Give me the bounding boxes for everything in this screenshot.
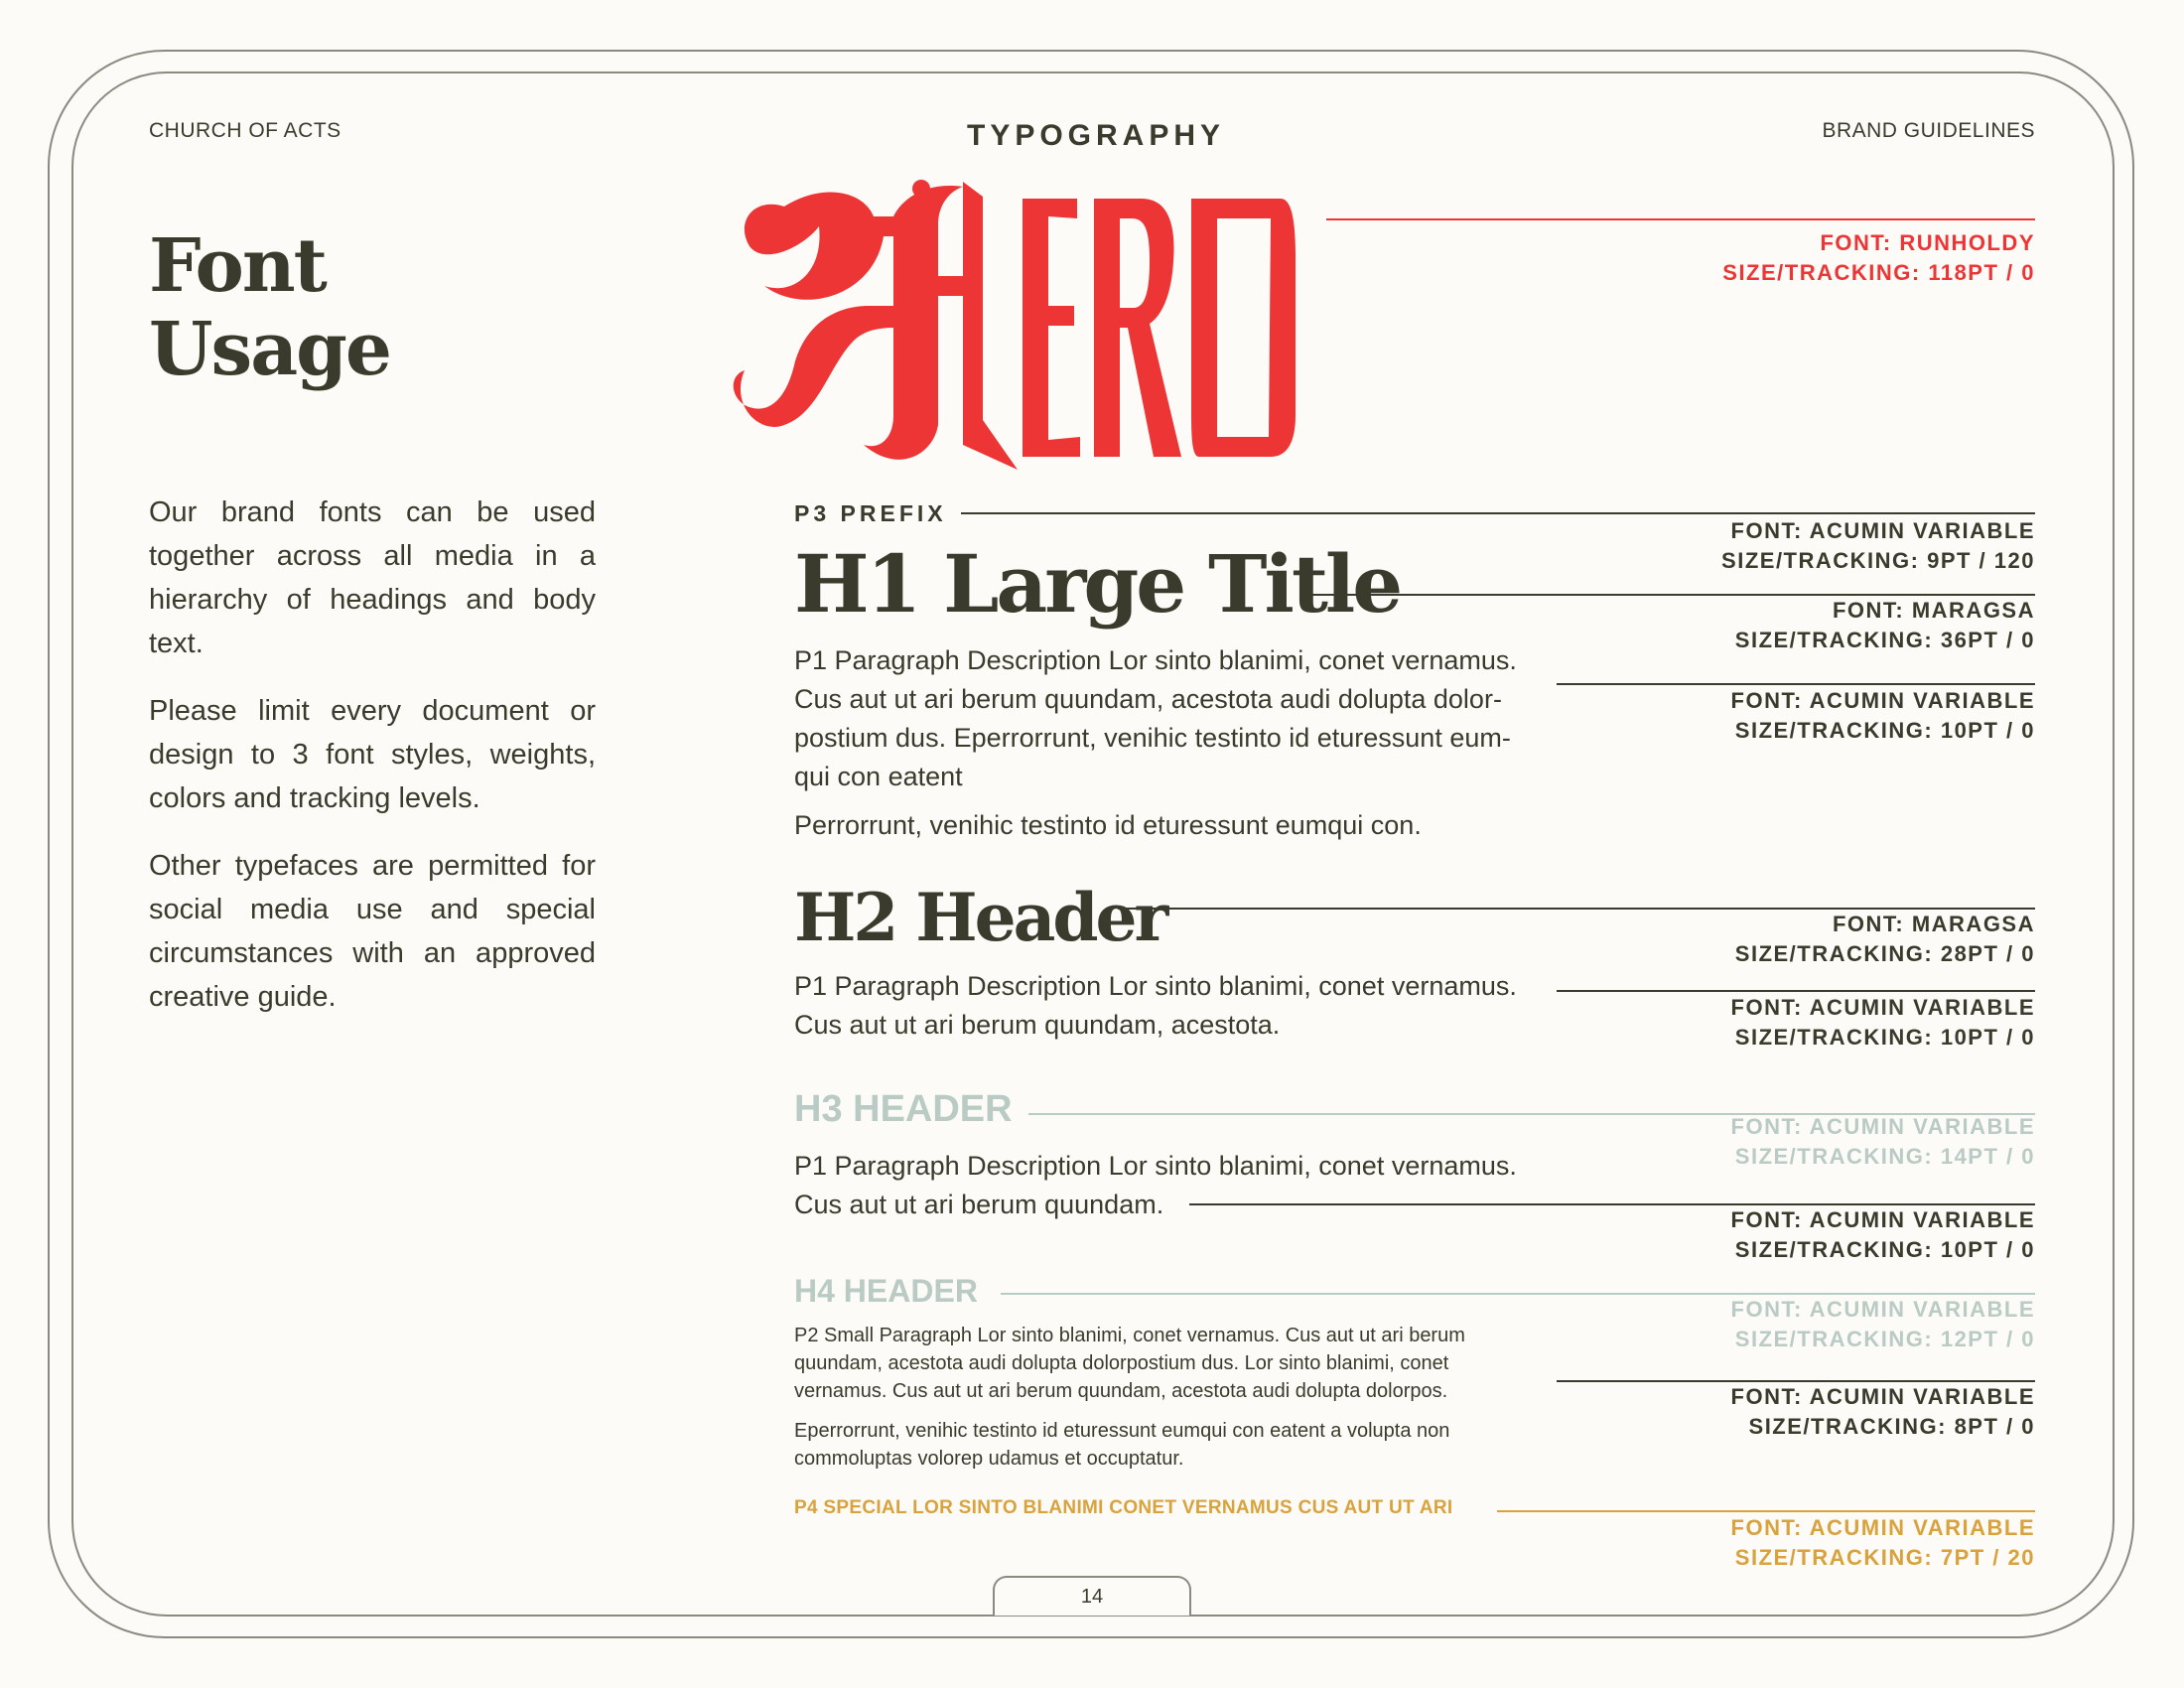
- spec-font: FONT: MARAGSA: [1832, 598, 2035, 623]
- h4-para-spec: [1731, 1382, 2035, 1442]
- spec-size: SIZE/TRACKING: 12PT / 0: [1734, 1327, 2035, 1351]
- para-line: Cus aut ut ari berum quundam.: [794, 1190, 1164, 1219]
- h2-spec: [1735, 910, 2035, 969]
- spec-size: SIZE/TRACKING: 10PT / 0: [1734, 1025, 2035, 1050]
- spec-size: SIZE/TRACKING: 118PT / 0: [1722, 260, 2035, 285]
- spec-size: SIZE/TRACKING: 28PT / 0: [1734, 941, 2035, 966]
- sidebar-intro: [149, 491, 596, 1043]
- h1-para-spec: [1731, 686, 2035, 746]
- h1-spec: [1735, 596, 2035, 655]
- sidebar-title-line1: Font: [149, 223, 326, 309]
- h2-header: H2 Header: [794, 879, 1166, 956]
- h1-large-title: H1 Large Title: [794, 537, 1401, 631]
- spec-font: FONT: ACUMIN VARIABLE: [1730, 1297, 2035, 1322]
- page-number: 14: [1080, 1586, 1104, 1608]
- para-line: P1 Paragraph Description Lor sinto blanimi, conet vernamus.: [794, 971, 1517, 1001]
- hero-spec: [1722, 228, 2035, 288]
- header-center-title: TYPOGRAPHY: [967, 119, 1226, 152]
- h1-para-rule: [1557, 683, 2035, 685]
- spec-font: FONT: ACUMIN VARIABLE: [1730, 1515, 2035, 1540]
- h4-paragraph: P2 Small Paragraph Lor sinto blanimi, conet vernamus. Cus aut ut ari berum quundam, acestota audi dolupta dolorpostium dus. Lor sinto blanimi, conet vernamus. Cus aut ut ari berum quundam, acestota audi dolupta dolorpos.: [794, 1325, 1465, 1402]
- h2-para-rule: [1557, 990, 2035, 992]
- spec-font: FONT: ACUMIN VARIABLE: [1730, 518, 2035, 543]
- header-right: BRAND GUIDELINES: [1822, 119, 2035, 142]
- para-line: postium dus. Eperrorrunt, venihic testinto id eturessunt eum-: [794, 723, 1511, 753]
- sidebar-title-line2: Usage: [149, 307, 390, 392]
- spec-font: FONT: ACUMIN VARIABLE: [1730, 1384, 2035, 1409]
- spec-font: FONT: ACUMIN VARIABLE: [1730, 1207, 2035, 1232]
- para-line: Cus aut ut ari berum quundam, acestota audi dolupta dolor-: [794, 684, 1502, 714]
- intro-paragraph: Other typefaces are permitted for social media use and special circumstances with an approved creative guide.: [149, 850, 596, 1013]
- h4-paragraph-2: Eperrorrunt, venihic testinto id eturessunt eumqui con eatent a volupta non commoluptas volorep udamus et occuptatur.: [794, 1420, 1450, 1470]
- hero-letter-e: [1023, 199, 1080, 457]
- h3-paragraph: [794, 1147, 1517, 1224]
- h1-paragraph-2: Perrorrunt, venihic testinto id eturessunt eumqui con.: [794, 810, 1422, 840]
- spec-size: SIZE/TRACKING: 10PT / 0: [1734, 718, 2035, 743]
- h4-spec: [1731, 1295, 2035, 1354]
- h4-header: H4 HEADER: [794, 1273, 978, 1309]
- spec-size: SIZE/TRACKING: 8PT / 0: [1748, 1414, 2035, 1439]
- h3-para-spec: [1731, 1205, 2035, 1265]
- p4-special: P4 SPECIAL LOR SINTO BLANIMI CONET VERNAMUS CUS AUT UT ARI: [794, 1497, 1453, 1518]
- h3-header: H3 HEADER: [794, 1088, 1013, 1130]
- hero-wordmark: [725, 177, 1300, 475]
- hero-letter-h: [734, 180, 1018, 470]
- p4-rule: [1497, 1510, 2035, 1512]
- para-line: P1 Paragraph Description Lor sinto blanimi, conet vernamus.: [794, 645, 1517, 675]
- prefix-rule: [961, 512, 2035, 514]
- page-number-tab: [993, 1576, 1191, 1616]
- spec-font: FONT: ACUMIN VARIABLE: [1730, 688, 2035, 713]
- p4-spec: [1731, 1513, 2035, 1573]
- spec-font: FONT: ACUMIN VARIABLE: [1730, 995, 2035, 1020]
- para-line: P1 Paragraph Description Lor sinto blanimi, conet vernamus.: [794, 1151, 1517, 1181]
- spec-size: SIZE/TRACKING: 7PT / 20: [1734, 1545, 2035, 1570]
- prefix-spec: [1721, 516, 2035, 576]
- p3-prefix: P3 PREFIX: [794, 500, 947, 526]
- h3-spec: [1731, 1112, 2035, 1172]
- intro-paragraph: Our brand fonts can be used together across all media in a hierarchy of headings and body text.: [149, 496, 596, 659]
- h2-paragraph: [794, 967, 1517, 1045]
- spec-font: FONT: RUNHOLDY: [1820, 230, 2035, 255]
- spec-size: SIZE/TRACKING: 14PT / 0: [1734, 1144, 2035, 1169]
- spec-size: SIZE/TRACKING: 10PT / 0: [1734, 1237, 2035, 1262]
- spec-font: FONT: ACUMIN VARIABLE: [1730, 1114, 2035, 1139]
- hero-letter-r: [1094, 199, 1181, 457]
- h1-paragraph: [794, 641, 1517, 796]
- spec-size: SIZE/TRACKING: 9PT / 120: [1721, 548, 2035, 573]
- para-line: Cus aut ut ari berum quundam, acestota.: [794, 1010, 1281, 1040]
- header-left: CHURCH OF ACTS: [149, 119, 341, 142]
- intro-paragraph: Please limit every document or design to 3 font styles, weights, colors and tracking levels.: [149, 695, 596, 814]
- hero-letter-o: [1191, 199, 1296, 457]
- h2-para-spec: [1731, 993, 2035, 1053]
- para-line: qui con eatent: [794, 762, 963, 791]
- spec-size: SIZE/TRACKING: 36PT / 0: [1734, 628, 2035, 652]
- hero-rule: [1326, 218, 2035, 220]
- spec-font: FONT: MARAGSA: [1832, 912, 2035, 936]
